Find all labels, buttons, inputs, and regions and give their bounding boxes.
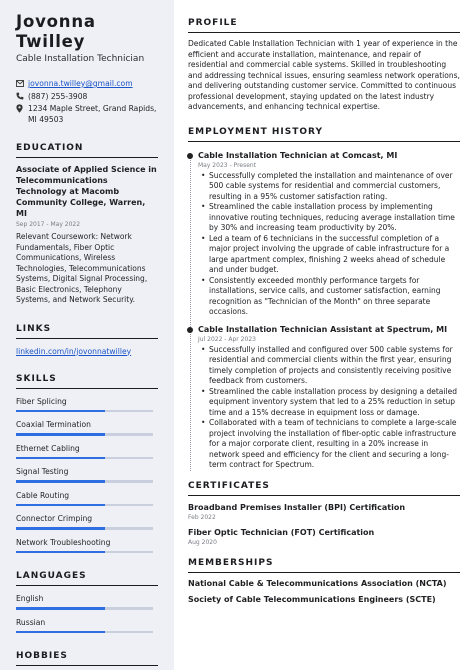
skill-item [16,491,158,507]
skill-level-bar [16,433,153,436]
skill-level-bar [16,410,153,413]
mail-icon [16,78,28,90]
membership-item: Society of Cable Telecommunications Engineers (SCTE) [188,594,436,604]
address-text: 1234 Maple Street, Grand Rapids, MI 49503 [28,104,157,124]
phone-number: (887) 255-3908 [28,91,88,101]
certificate-item [188,503,460,521]
language-name: English [16,594,44,603]
skill-level-fill [16,504,105,507]
job-bullet: • Consistently exceeded monthly performance targets for installations, service calls, and customer satisfaction, earning recognition as "Technician of the Month" on three separate occasions. [198,276,460,318]
timeline-dot [187,327,193,333]
contact-phone-row [16,91,158,103]
skill-level-fill [16,551,105,554]
certificates-heading: CERTIFICATES [188,481,460,496]
email-link[interactable]: jovonna.twilley@gmail.com [28,79,133,88]
skill-level-fill [16,433,105,436]
job-bullets [198,345,460,471]
certificate-item [188,528,460,546]
certificate-date: Aug 2020 [188,538,217,546]
linkedin-link[interactable]: linkedin.com/in/jovonnatwilley [16,346,132,356]
memberships-list [188,579,460,605]
language-level-fill [16,631,105,634]
languages-list [16,594,158,633]
language-level-bar [16,607,153,610]
skill-level-bar [16,527,153,530]
job-bullet: • Collaborated with a team of technicians to complete a large-scale project involving the installation of fiber-optic cable infrastructure for a major corporate client, resulting in a 20% increase in network speed and efficiency for the client and securing a long-term contract for Spectrum. [198,418,460,471]
job-bullet: • Streamlined the cable installation process by designing a detailed equipment inventory system that led to a 25% reduction in setup time and a 15% decrease in equipment loss or damage. [198,387,460,419]
skills-heading: SKILLS [16,374,158,389]
job-dates: May 2023 - Present [198,161,257,169]
sidebar [0,0,174,670]
timeline-dot [187,153,193,159]
memberships-heading: MEMBERSHIPS [188,558,460,573]
languages-heading: LANGUAGES [16,571,158,586]
contact-address-row [16,103,158,125]
main-content [174,0,474,670]
job-bullet: • Successfully completed the installation and maintenance of over 500 cable systems for residential and commercial customers, resulting in a 95% customer satisfaction rating. [198,171,460,203]
certificates-list [188,503,460,546]
candidate-title: Cable Installation Technician [16,54,145,64]
job-entry [188,150,460,318]
certificate-name: Fiber Optic Technician (FOT) Certification [188,527,375,537]
skill-level-bar [16,504,153,507]
location-pin-icon [16,103,28,116]
candidate-name: Jovonna Twilley [16,12,96,51]
skill-name: Signal Testing [16,467,69,476]
skills-list [16,397,158,554]
skill-level-bar [16,551,153,554]
skill-level-fill [16,457,105,460]
skill-level-fill [16,527,105,530]
skill-item [16,444,158,460]
certificate-name: Broadband Premises Installer (BPI) Certification [188,502,406,512]
skill-name: Cable Routing [16,490,70,500]
skill-item [16,397,158,413]
skill-item [16,467,158,483]
membership-item: National Cable & Telecommunications Association (NCTA) [188,578,447,588]
skill-level-bar [16,457,153,460]
language-level-bar [16,631,153,634]
education-heading: EDUCATION [16,143,158,158]
language-item [16,594,158,610]
phone-icon [16,91,28,103]
job-bullet: • Successfully installed and configured over 500 cable systems for residential and commercial clients within the first year, ensuring timely completion of projects and consistently receiving positive feedback from customers. [198,345,460,387]
skill-level-fill [16,480,105,483]
job-bullet: • Streamlined the cable installation process by implementing innovative routing techniques, reducing average installation time by 30% and increasing team productivity by 20%. [198,202,460,234]
profile-text: Dedicated Cable Installation Technician with 1 year of experience in the efficient and accurate installation, maintenance, and repair of residential and commercial cable systems. Skilled in troubleshooting and addressing technical issues, ensuring seamless network operations, and delivering outstanding customer service. Committed to continuous professional development, staying updated on the latest industry advancements, and enhancing technical expertise. [188,39,460,111]
links-heading: LINKS [16,324,158,339]
job-title: Cable Installation Technician at Comcast, MI [198,150,398,160]
employment-list [188,150,460,471]
hobbies-heading: HOBBIES [16,651,158,666]
job-dates: Jul 2022 - Apr 2023 [198,335,256,343]
skill-name: Network Troubleshooting [16,537,111,547]
job-bullet: • Led a team of 6 technicians in the successful completion of a major project involving the upgrade of cable infrastructure for a large apartment complex, finishing 2 weeks ahead of schedule and under budget. [198,234,460,276]
contact-email-row [16,78,158,90]
education-degree: Associate of Applied Science in Telecommunications Technology at Macomb Community College, Warren, MI [16,165,157,218]
language-level-fill [16,607,105,610]
skill-name: Ethernet Cabling [16,443,80,453]
profile-heading: PROFILE [188,18,460,33]
language-item [16,618,158,634]
skill-item [16,420,158,436]
education-dates: Sep 2017 - May 2022 [16,221,81,228]
skill-level-fill [16,410,105,413]
skill-name: Connector Crimping [16,514,93,523]
employment-heading: EMPLOYMENT HISTORY [188,127,460,142]
skill-item [16,514,158,530]
skill-name: Coaxial Termination [16,420,91,429]
skill-name: Fiber Splicing [16,396,67,406]
education-coursework: Relevant Coursework: Network Fundamentals, Fiber Optic Communications, Wireless Technologies, Telecommunications Systems, Digital Signal Processing, Basic Electronics, Telephony Systems, and Network Security. [16,232,148,304]
skill-item [16,538,158,554]
job-title: Cable Installation Technician Assistant at Spectrum, MI [198,324,448,334]
contact-block [16,78,158,125]
job-entry [188,324,460,471]
language-name: Russian [16,617,46,627]
certificate-date: Feb 2022 [188,513,216,521]
skill-level-bar [16,480,153,483]
job-bullets [198,171,460,318]
